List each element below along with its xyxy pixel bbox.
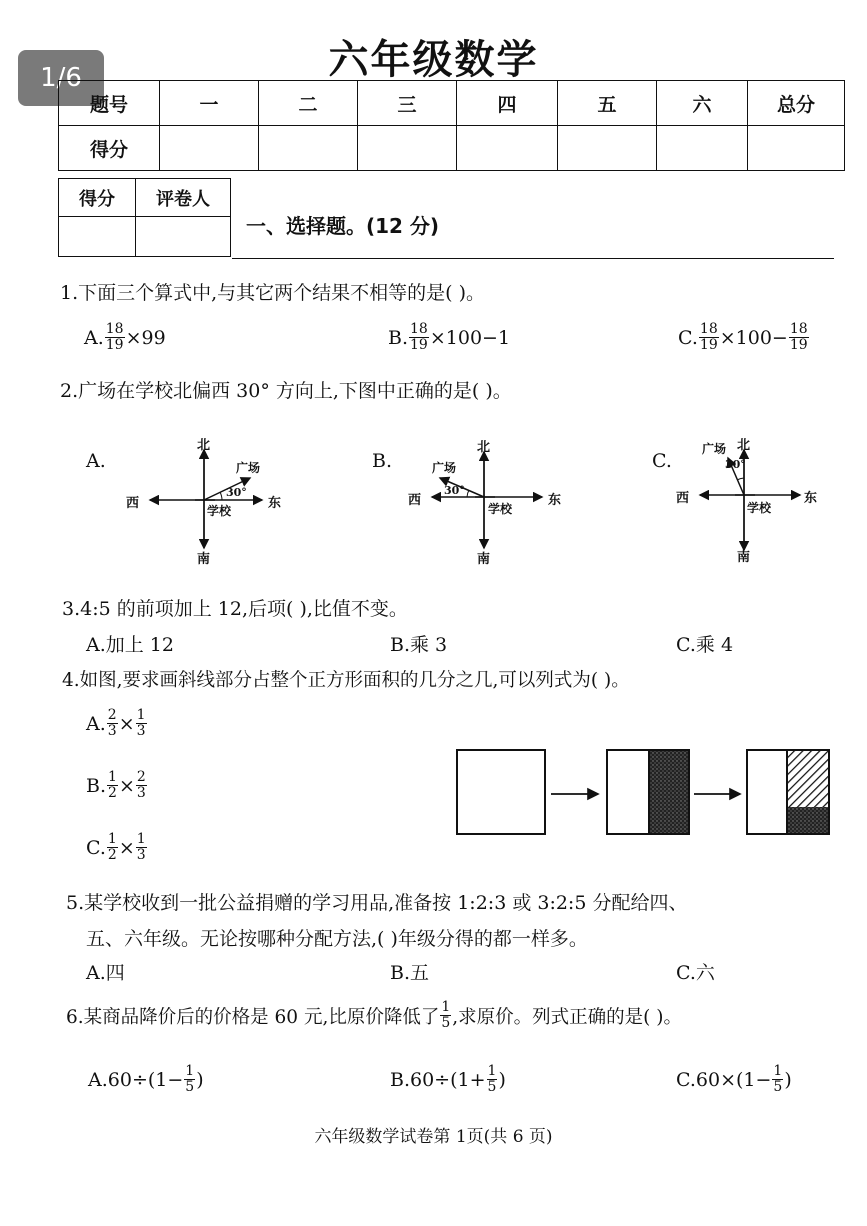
fraction: $\frac{2}{3}$ — [107, 707, 117, 739]
q2-text: 2.广场在学校北偏西 30° 方向上,下图中正确的是( )。 — [60, 380, 512, 402]
q1-a-suffix: ×99 — [125, 326, 166, 349]
west-label: 西 — [676, 491, 690, 506]
east-label: 东 — [548, 493, 562, 508]
score-header-cell: 题号 — [59, 81, 160, 126]
q2-label-a[interactable]: A. — [86, 450, 106, 472]
q6-b-prefix: B.60÷(1+ — [390, 1068, 486, 1091]
times-sign: × — [118, 774, 135, 797]
q4-option-c[interactable] — [86, 832, 148, 863]
fraction: $\frac{1}{5}$ — [487, 1063, 497, 1095]
page-footer: 六年级数学试卷第 1页(共 6 页) — [314, 1127, 553, 1147]
north-label: 北 — [477, 440, 491, 455]
score-header-cell: 三 — [358, 81, 457, 126]
angle-label: 30° — [226, 486, 247, 499]
q6-option-b[interactable] — [390, 1064, 506, 1095]
fraction: $\frac{1}{5}$ — [441, 999, 451, 1031]
fraction: $\frac{1}{5}$ — [773, 1063, 783, 1095]
q5-option-c[interactable]: C.六 — [676, 962, 715, 984]
south-label: 南 — [737, 550, 751, 565]
q6-a-prefix: A.60÷(1− — [88, 1068, 184, 1091]
times-sign: × — [118, 836, 135, 859]
north-label: 北 — [197, 438, 211, 453]
west-label: 西 — [408, 493, 422, 508]
angle-label: 30° — [444, 484, 465, 497]
fraction: $\frac{18}{19}$ — [699, 321, 718, 353]
score-header-cell: 一 — [160, 81, 259, 126]
fraction: $\frac{1}{2}$ — [108, 769, 117, 801]
close-paren: ) — [498, 1068, 506, 1091]
fraction: $\frac{18}{19}$ — [789, 321, 808, 353]
south-label: 南 — [197, 552, 211, 567]
q1-b-suffix: ×100−1 — [429, 326, 511, 349]
q5-option-a[interactable]: A.四 — [86, 962, 125, 984]
west-label: 西 — [126, 496, 140, 511]
north-label: 北 — [737, 438, 751, 453]
section-title: 一、选择题。(12 分) — [246, 214, 440, 238]
grader-name-label: 评卷人 — [136, 179, 231, 217]
q6-option-c[interactable] — [676, 1064, 792, 1095]
page-indicator[interactable]: 1/6 — [18, 50, 104, 106]
q2-label-c[interactable]: C. — [652, 450, 672, 472]
score-row-label: 得分 — [59, 126, 160, 171]
q4-a-prefix: A. — [86, 712, 106, 735]
q6-c-prefix: C.60×(1− — [676, 1068, 772, 1091]
score-header-cell: 二 — [259, 81, 358, 126]
q4-square-diagram — [457, 750, 829, 834]
q4-option-b[interactable] — [86, 770, 148, 801]
q5-option-b[interactable]: B.五 — [390, 962, 430, 984]
east-label: 东 — [268, 496, 282, 511]
q1-text: 1.下面三个算式中,与其它两个结果不相等的是( )。 — [60, 282, 486, 304]
fraction: $\frac{1}{3}$ — [136, 707, 146, 739]
score-header-cell: 总分 — [748, 81, 845, 126]
q6-text-before: 6.某商品降价后的价格是 60 元,比原价降低了 — [66, 1006, 440, 1028]
fraction: $\frac{1}{5}$ — [185, 1063, 195, 1095]
q1-c-prefix: C. — [678, 326, 698, 349]
fraction: $\frac{1}{2}$ — [107, 831, 117, 863]
q4-option-a[interactable] — [86, 708, 148, 739]
q1-c-mid: ×100− — [719, 326, 788, 349]
q3-option-c[interactable]: C.乘 4 — [676, 634, 734, 656]
page-title: 六年级数学 — [328, 37, 539, 83]
q1-b-prefix: B. — [388, 326, 409, 349]
east-label: 东 — [804, 491, 818, 506]
times-sign: × — [118, 712, 135, 735]
square-label: 广场 — [236, 461, 261, 475]
grader-score-label: 得分 — [59, 179, 136, 217]
score-header-cell: 五 — [558, 81, 657, 126]
q6-text-after: ,求原价。列式正确的是( )。 — [452, 1006, 682, 1028]
score-header-cell: 六 — [657, 81, 748, 126]
close-paren: ) — [196, 1068, 204, 1091]
score-header-cell: 四 — [457, 81, 558, 126]
fraction: $\frac{2}{3}$ — [136, 769, 146, 801]
square-label: 广场 — [432, 461, 457, 475]
q2-label-b[interactable]: B. — [372, 450, 393, 472]
square-label: 广场 — [702, 442, 727, 456]
q1-a-prefix: A. — [84, 326, 104, 349]
angle-label: 30° — [725, 458, 746, 471]
q5-text-line2: 五、六年级。无论按哪种分配方法,( )年级分得的都一样多。 — [86, 928, 588, 950]
q4-c-prefix: C. — [86, 836, 106, 859]
fraction: $\frac{18}{19}$ — [410, 321, 428, 353]
fraction: $\frac{1}{3}$ — [136, 831, 146, 863]
q3-option-b[interactable]: B.乘 3 — [390, 634, 448, 656]
school-label: 学校 — [207, 504, 232, 518]
school-label: 学校 — [488, 502, 513, 516]
q3-option-a[interactable]: A.加上 12 — [86, 634, 174, 656]
q3-text: 3.4:5 的前项加上 12,后项( ),比值不变。 — [62, 598, 408, 620]
fraction: $\frac{18}{19}$ — [105, 321, 124, 353]
q5-text-line1: 5.某学校收到一批公益捐赠的学习用品,准备按 1:2:3 或 3:2:5 分配给四、 — [66, 892, 688, 914]
q6-text — [66, 1000, 682, 1031]
q6-option-a[interactable] — [88, 1064, 204, 1095]
close-paren: ) — [784, 1068, 792, 1091]
school-label: 学校 — [747, 501, 772, 515]
q4-b-prefix: B. — [86, 774, 107, 797]
south-label: 南 — [477, 552, 491, 567]
q4-text: 4.如图,要求画斜线部分占整个正方形面积的几分之几,可以列式为( )。 — [62, 670, 630, 691]
